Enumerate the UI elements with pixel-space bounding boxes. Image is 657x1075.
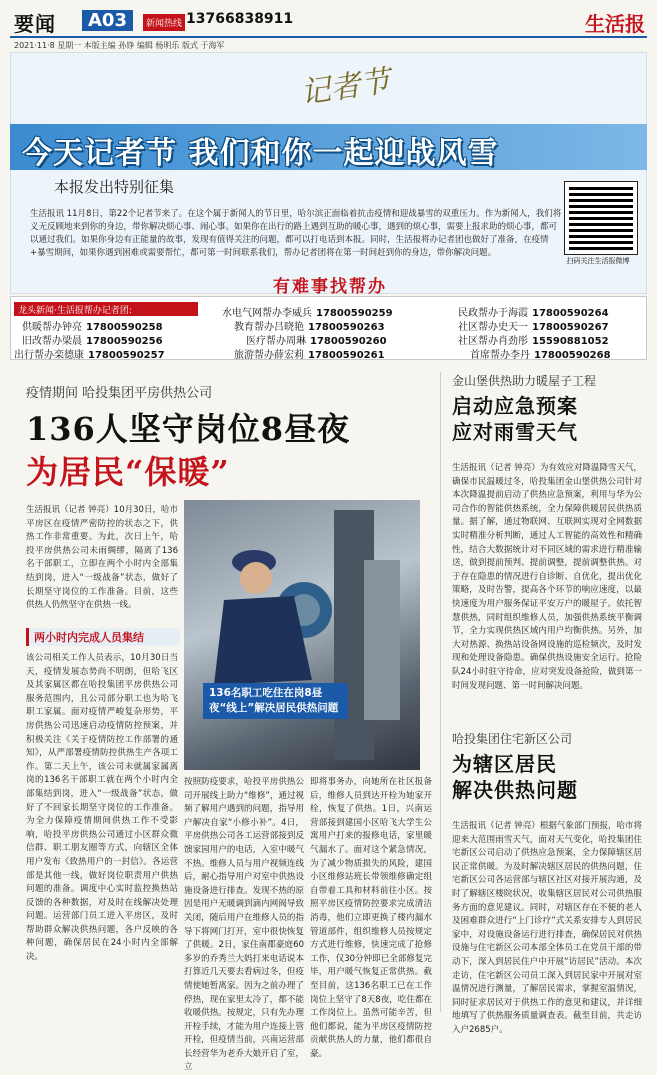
issue-meta: 2021·11·8 星期一 本版主编 孙铮 编辑 杨明乐 版式 于海军: [14, 41, 225, 50]
article-body-col3: 即将事务办，向她所在社区报备后，维修人员到达开栓为她家开栓，恢复了供热。1日，兴南运营部接到建国小区哈飞大学生公寓用户打来的报修电话，家里暖气漏水了。面对这个紧急情况，为了减少物质损失的风险，建国小区维修站班长带领维修确定组自带着工具和材料前往小区。按照平房区疫情防控要求完成清洁消毒，他们立即更换了楼内漏水管道部件，组织维修人员按规定方式进行维修，快速完成了抢修工作，仅30分钟即已全部修复完毕，用户暖气恢复正常供热。截至目前，这136名职工已在工作岗位上坚守了8天8夜，吃住都在工作岗位上。虽然可能辛苦，但他们都说，能为平房区疫情防控贡献供热人的力量，他们都很自豪。: [310, 777, 432, 1059]
help-entry: 社区帮办肖劲彤 15590881052: [458, 336, 609, 347]
article-kicker: 疫情期间 哈投集团平房供热公司: [26, 386, 213, 401]
column-divider: [440, 372, 441, 1012]
right-top-kicker: 金山堡供热助力暖屋子工程: [452, 374, 597, 388]
article-body-col2: 按照防疫要求，哈投平房供热公司开展线上助力“维修”，通过视频了解用户遇到的问题，指导用户解决自家“小修小补”。4日，平房供热公司各工运营部接到反馈家园用户的电话，入室中暖气不热。维修人员与用户视频连线后，耐心指导用户对室中供热设施设备进行排查。发现不热的原因是用户无暖调到滴内网阀导致关闭，随后用户在维修人员的指导下将网门打开，室中很快恢复了供暖。2日，家住南郡豪庭60多岁的乔秀兰大妈打来电话说本打算近几天要去看病过冬，但疫情使她暂离家。因为之前办理了停热，现在家里太冷了，都不能收暖供热。按规定，只有先办理开栓手续，才能为用户连接上管开栓，但疫情当前，兴南运营部长经营华为老乔大娘开启了室，立: [184, 777, 304, 1073]
article-subhead: 两小时内完成人员集结: [26, 628, 180, 646]
help-entry: 教育帮办吕晓艳 17800590263: [234, 322, 385, 333]
help-title: 有难事找帮办: [273, 277, 387, 297]
banner-subheadline: 本报发出特别征集: [54, 178, 175, 196]
hotline-label: 新闻热线: [143, 14, 185, 31]
page-number: A03: [82, 10, 133, 31]
qr-caption: 扫码关注生活报微博: [566, 257, 630, 265]
help-entry: 水电气网帮办李威兵 17800590259: [222, 308, 393, 319]
right-top-body: 生活报讯（记者 钟亮）为有效应对降温降雪天气，确保市民温暖过冬，哈投集团金山堡供热公司针对本次降温提前启动了供热应急预案，利用与华为公司合作的智能供热系统，全力保障供暖居民供热质量。据了解，通过物联网、互联网实现对全网数据实时精准分析判断，通过人工智能的高效性和精确性，结合大数据统计对不同区域的需求进行精准输送，做到提前预判、提前调整，提前调整供热。对于存在隐患的情况进行自诊断、自优化，提出优化策略，及时告警，提高各个环节的响应速度，以最快速度为用户服务保证平安万户的暖屋子。依托智慧供热，同时组织维修人员，加强供热系统平衡调节，全力实现供热区域内用户均衡供热。另外，加大对热源、换热站设备网设施的巡检频次，及时发现和处理设备隐患。确保供热设施安全运行。抢险队24小时驻守待命，应对突发设备抢险，做到第一时间发现问题、第一时间解决问题。: [452, 463, 642, 691]
section-title: 要闻: [14, 12, 56, 36]
right-bottom-headline-sub: 解决供热问题: [452, 778, 578, 802]
help-entry: 社区帮办史天一 17800590267: [458, 322, 609, 333]
festival-art: 记者节: [298, 63, 393, 112]
article-photo: [184, 500, 420, 770]
banner-headline: 今天记者节 我们和你一起迎战风雪: [22, 136, 499, 171]
help-entry: 医疗帮办周琳 17800590260: [246, 336, 387, 347]
photo-caption: 136名职工吃住在岗8昼夜“线上”解决居民供热问题: [203, 683, 348, 719]
article-body-col1: 该公司相关工作人员表示，10月30日当天，疫情发展态势尚不明朗，但哈飞区及其家属区都在哈投集团平房供热公司服务范围内，且公司部分职工也为哈飞职工家属。面对疫情严峻复杂形势，平房供热公司迅速启动疫情防控预案，并积极关注《关于疫情防控工作部署的通知》，从严部署疫情防控供热生产各项工作。第二天上午，该公司未就属家属离岗的136名干部职工就在两个小时内全部集结到岗，进入“一级战备”状态，做好了不回家长期坚守岗位的工作准备。为全力保障疫情期间供热工作不受影响，哈投平房供热公司通过小区群众微信群、职工朋友圈等方式，向辖区全体用户发布《致热用户的一封信》。各运营部是其他一线，做好岗位职责用户供热问题的准备。调度中心实时监控换热站反馈的各种数据，对及时在线解决处理问题。运营部门员工进入平房区，及时帮助群众解决供热问题，各户反映的各种问题，确保居民在24小时内全部解决。: [26, 653, 178, 963]
right-bottom-body: 生活报讯（记者 钟亮）根据气象部门预报，哈市将迎来大范围雨雪天气，面对天气变化，哈投集团住宅新区公司启动了供热应急预案，全力保障辖区居民正常供暖。为及时解决辖区居民的供热问题，住宅新区公司各运营部与辖区社区对接开展沟通，及时了解辖区楼院状况，收集辖区居民对公司供热服务方面的意见建议。同时，对辖区存在不便的老人及困难群众进行“上门诊疗”式关系安排专人到居民家中，对设施设备运行进行排查，确保居民对供热设施与住宅新区公司本部全体员工在党员干部的带动下，深入到居民住户中开展“访居民”活动。本次走访，住宅新区公司员工深入到居民家中开展对室温情况进行测量，了解居民需求，掌握室温情况，同时征求居民对于供热工作的意见和建议，并详细地填写了供热服务质量调查表。截至目前，共走访入户2685户。: [452, 821, 642, 1035]
right-bottom-headline: 为辖区居民: [452, 752, 557, 776]
worker-photo-icon: [184, 500, 420, 770]
article-headline: 136人坚守岗位8昼夜: [26, 410, 351, 448]
help-entry: 旧改帮办梁晨 17800590256: [22, 336, 163, 347]
help-entry: 首席帮办李丹 17800590268: [470, 350, 611, 361]
help-entry: 供暖帮办钟亮 17800590258: [22, 322, 163, 333]
qr-code-icon[interactable]: [565, 182, 637, 254]
hotline-number: 13766838911: [186, 11, 294, 27]
right-top-headline-sub: 应对雨雪天气: [452, 420, 578, 444]
paper-logo: 生活报: [585, 12, 645, 36]
header-rule: [10, 36, 647, 38]
help-header: 龙头新闻·生活报帮办记者团:: [14, 302, 198, 316]
help-entry: 旅游帮办薛宏莉 17800590261: [234, 350, 385, 361]
help-entry: 民政帮办于海霞 17800590264: [458, 308, 609, 319]
right-bottom-kicker: 哈投集团住宅新区公司: [452, 732, 573, 746]
article-headline-sub: 为居民“保暖”: [26, 453, 230, 491]
banner-intro: 生活报讯 11月8日，第22个记者节来了。在这个属于新闻人的节日里，哈尔滨正面临着抗击疫情和迎战暴雪的双重压力。作为新闻人，我们将义无反顾地来到你的身边，带你解决烦心事、闹心事。如果你在出行的路上遇到互助的暖心事，遇到的烦心事，需要上报求助的烦心事，都可以通过我们。如果你身边有正能量的故事，发现有值得关注的问题，都可以打电话到本报。同时，生活报将办记者团也做好了准备，在疫情+暴雪期间，如果你遇到困难或需要帮忙，都可第一时间联系我们，帮办记者团将在第一时间赶到你的身边，带你解决问题。: [30, 209, 562, 258]
article-lead: 生活报讯（记者 钟亮）10月30日，哈市平房区在疫情严密防控的状态之下，供热工作非常重要。为此，次日上午，哈投平房供热公司未雨绸缪，隔离了136名干部职工，立即在两个小时内全部集结到岗，进入“一级战备”状态，做好了长期坚守岗位的工作准备。目前，这些供热人仍然坚守在供热一线。: [26, 505, 178, 611]
right-top-headline: 启动应急预案: [452, 394, 578, 418]
help-entry: 出行帮办栾德康 17800590257: [14, 350, 165, 361]
